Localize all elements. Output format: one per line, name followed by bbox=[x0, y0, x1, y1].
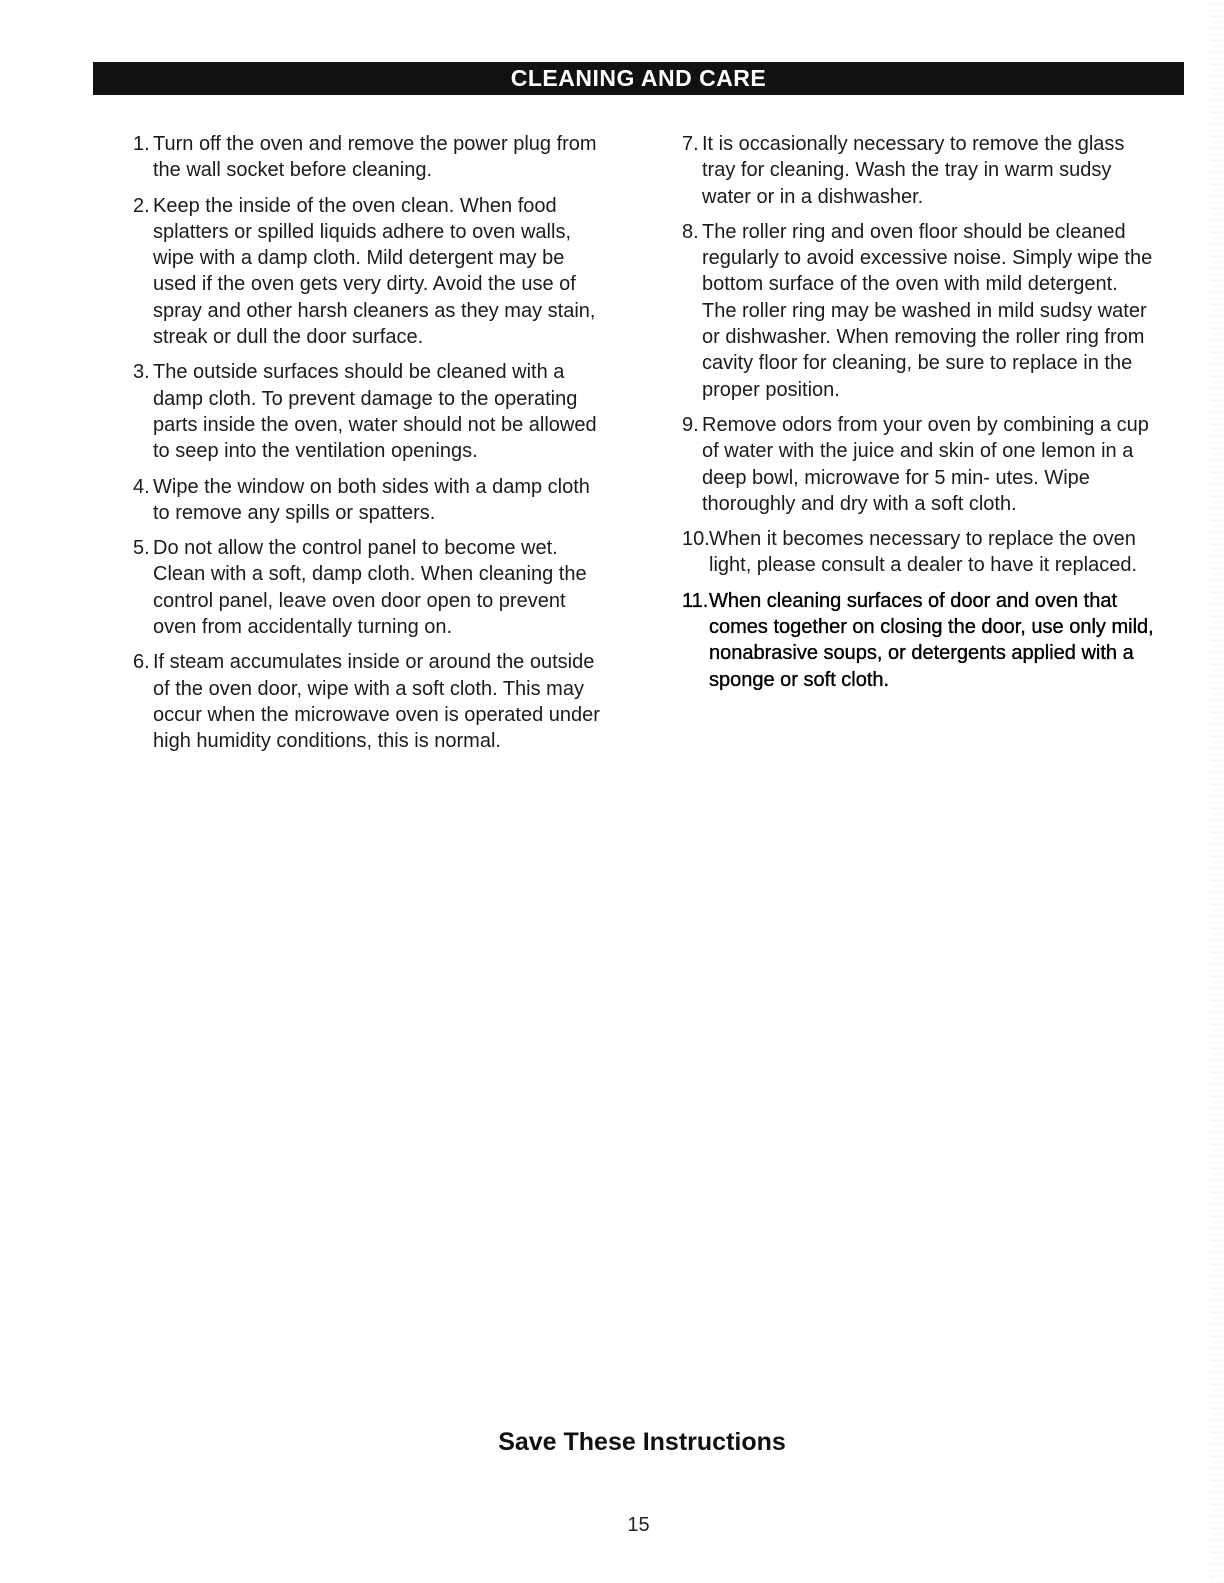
instruction-number: 2. bbox=[133, 194, 150, 217]
instruction-number: 4. bbox=[133, 475, 150, 498]
instruction-item bbox=[682, 219, 1154, 403]
instruction-number: 11. bbox=[682, 589, 709, 612]
instruction-text: It is occasionally necessary to remove the glass tray for cleaning. Wash the tray in warm sudsy water or in a dishwasher. bbox=[702, 133, 1125, 208]
instruction-text: When it becomes necessary to replace the oven light, please consult a dealer to have it replaced. bbox=[709, 528, 1138, 577]
instruction-number: 7. bbox=[682, 133, 699, 155]
page-number: 15 bbox=[627, 1514, 650, 1536]
section-header-bar bbox=[93, 62, 1184, 95]
instruction-text: Keep the inside of the oven clean. When food splatters or spilled liquids adhere to oven walls, wipe with a damp cloth. Mild detergent may be used if the oven gets very dirty. Avoid the use of spray and other harsh cleaners as they may stain, streak or dull the door surface. bbox=[153, 194, 596, 349]
instruction-item bbox=[682, 588, 1154, 693]
instructions-left-column bbox=[133, 131, 608, 764]
instruction-item bbox=[133, 474, 608, 527]
instruction-item bbox=[133, 131, 608, 184]
instruction-number: 8. bbox=[682, 220, 699, 243]
instruction-item bbox=[133, 535, 608, 640]
instruction-number: 5. bbox=[133, 537, 150, 560]
instruction-item bbox=[133, 193, 608, 351]
section-title: CLEANING AND CARE bbox=[510, 65, 767, 91]
instruction-text: Do not allow the control panel to become wet. Clean with a soft, damp cloth. When cleaning the control panel, leave oven door open to prevent oven from accidentally turning on. bbox=[153, 537, 587, 639]
instruction-text: Wipe the window on both sides with a damp cloth to remove any spills or spatters. bbox=[153, 475, 590, 524]
instruction-number: 1. bbox=[133, 133, 150, 155]
instruction-item bbox=[682, 412, 1154, 517]
scan-edge-texture bbox=[1210, 0, 1224, 1583]
instruction-item bbox=[682, 526, 1154, 579]
instruction-item bbox=[682, 131, 1154, 210]
instruction-item bbox=[133, 649, 608, 754]
instruction-number: 10. bbox=[682, 528, 710, 551]
instruction-number: 6. bbox=[133, 651, 150, 674]
instruction-number: 3. bbox=[133, 361, 150, 384]
instruction-number: 9. bbox=[682, 413, 699, 436]
instruction-text: If steam accumulates inside or around the outside of the oven door, wipe with a soft cloth. This may occur when the microwave oven is operated under high humidity conditions, this is normal. bbox=[153, 651, 600, 753]
instruction-text: When cleaning surfaces of door and oven that comes together on closing the door, use only mild, nonabrasive soups, or detergents applied with a sponge or soft cloth. bbox=[709, 589, 1154, 691]
instruction-text: The outside surfaces should be cleaned with a damp cloth. To prevent damage to the operating parts inside the oven, water should not be allowed to seep into the ventilation openings. bbox=[153, 361, 597, 463]
instruction-text: Remove odors from your oven by combining a cup of water with the juice and skin of one lemon in a deep bowl, microwave for 5 min- utes. Wipe thoroughly and dry with a soft cloth. bbox=[702, 413, 1149, 515]
instruction-item bbox=[133, 359, 608, 464]
instruction-text: The roller ring and oven floor should be cleaned regularly to avoid excessive noise. Simply wipe the bottom surface of the oven with mild detergent. The roller ring may be washed in mild sudsy water or dishwasher. When removing the roller ring from cavity floor for cleaning, be sure to replace in the proper position. bbox=[702, 220, 1153, 401]
instruction-text: Turn off the oven and remove the power plug from the wall socket before cleaning. bbox=[153, 133, 597, 182]
instructions-right-column bbox=[682, 131, 1154, 702]
save-instructions-note: Save These Instructions bbox=[498, 1428, 786, 1456]
